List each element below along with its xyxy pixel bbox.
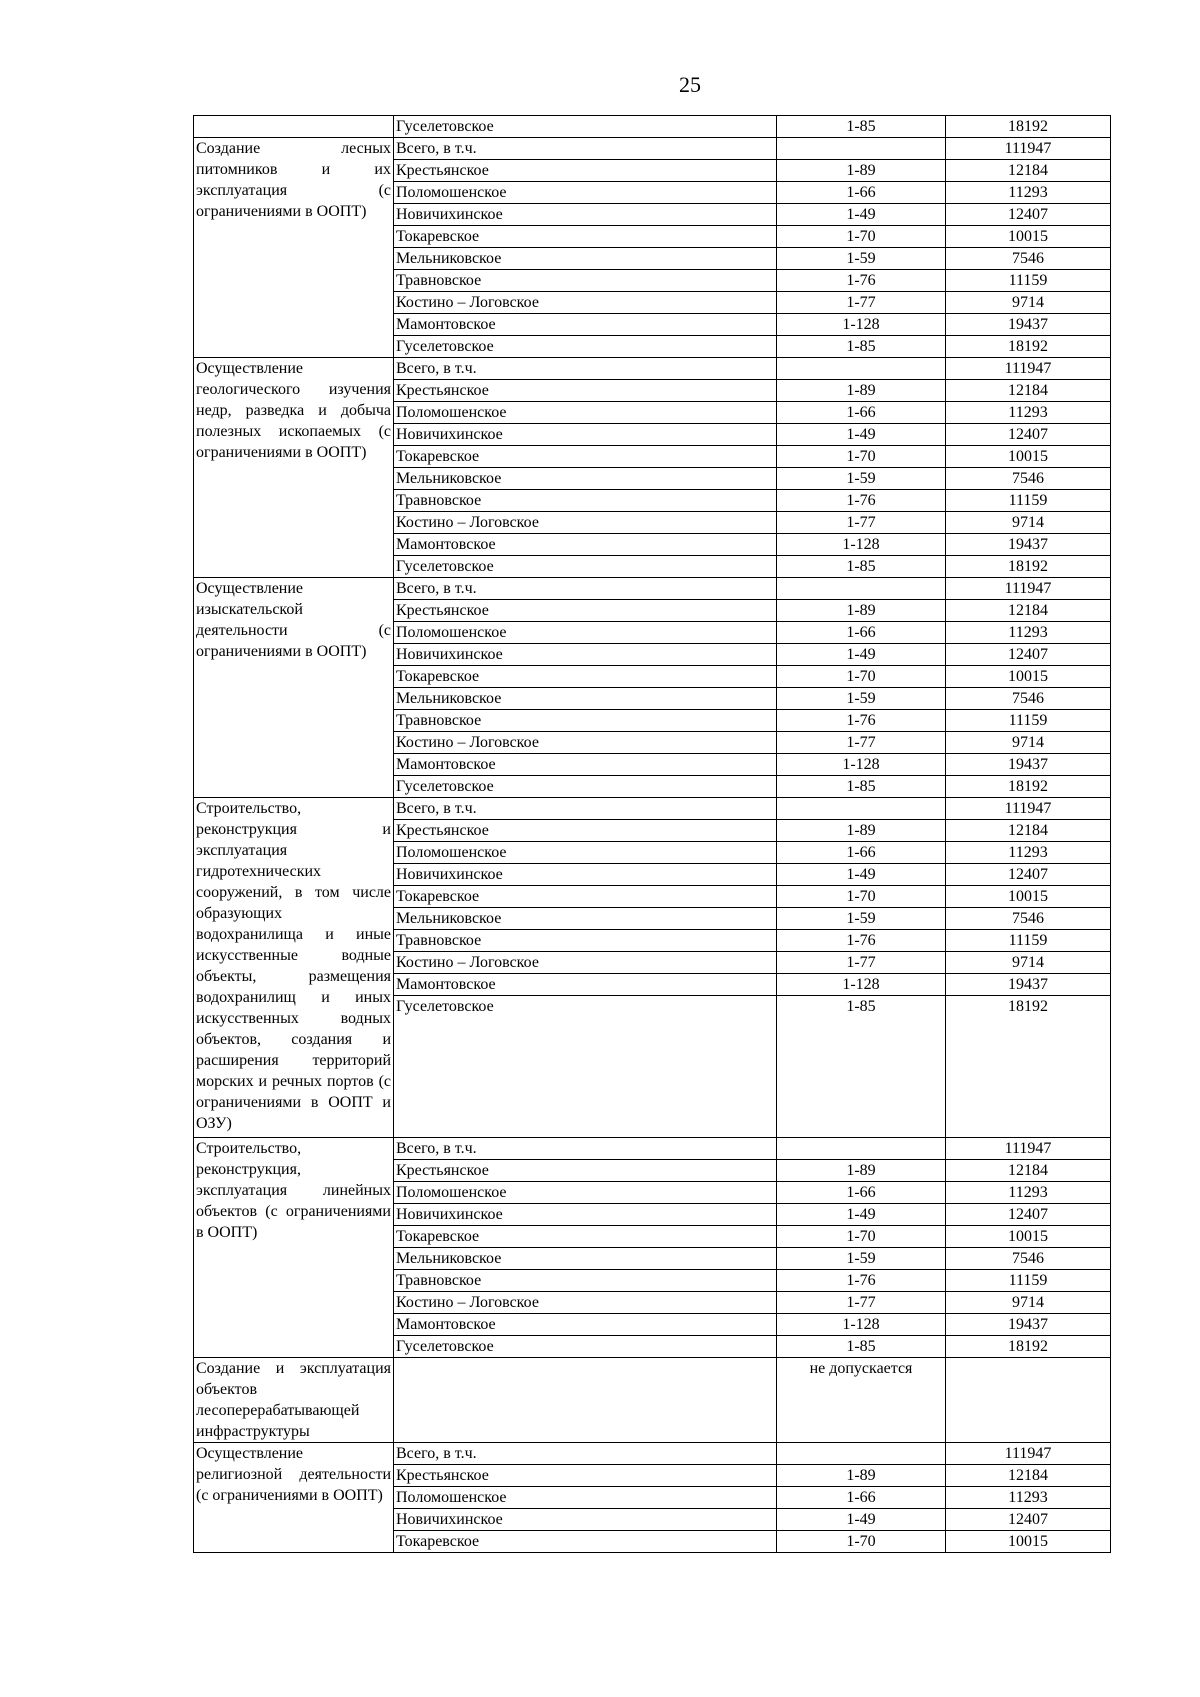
forestry-name-cell: Травновское	[394, 270, 777, 292]
area-cell: 10015	[946, 1226, 1111, 1248]
forestry-name-cell: Гуселетовское	[394, 116, 777, 138]
quarters-cell: 1-66	[777, 842, 946, 864]
quarters-cell: 1-70	[777, 886, 946, 908]
forestry-name-cell: Костино – Логовское	[394, 952, 777, 974]
forestry-name-cell: Токаревское	[394, 446, 777, 468]
area-cell: 7546	[946, 468, 1111, 490]
table-row	[194, 578, 1111, 600]
quarters-cell: 1-128	[777, 974, 946, 996]
quarters-cell: 1-128	[777, 314, 946, 336]
quarters-cell: 1-85	[777, 996, 946, 1138]
activity-type-cell: Создание и эксплуатация объектов лесоперерабатывающей инфраструктуры	[194, 1358, 394, 1443]
area-cell: 12184	[946, 1160, 1111, 1182]
quarters-cell: 1-66	[777, 622, 946, 644]
quarters-cell: 1-59	[777, 468, 946, 490]
forestry-name-cell: Травновское	[394, 930, 777, 952]
forestry-name-cell: Поломошенское	[394, 842, 777, 864]
forestry-name-cell: Новичихинское	[394, 424, 777, 446]
forestry-name-cell: Новичихинское	[394, 644, 777, 666]
table-row	[194, 1138, 1111, 1160]
area-cell: 18192	[946, 336, 1111, 358]
area-cell: 111947	[946, 1138, 1111, 1160]
area-cell: 7546	[946, 1248, 1111, 1270]
area-cell: 11293	[946, 622, 1111, 644]
forest-use-table	[193, 115, 1111, 1553]
forestry-name-cell: Мамонтовское	[394, 534, 777, 556]
forestry-name-cell: Мельниковское	[394, 248, 777, 270]
area-cell: 12184	[946, 600, 1111, 622]
area-cell: 19437	[946, 314, 1111, 336]
area-cell: 18192	[946, 556, 1111, 578]
quarters-cell: 1-77	[777, 952, 946, 974]
activity-type-cell: Осуществление изыскательской деятельности (с ограничениями в ООПТ)	[194, 578, 394, 798]
forestry-name-cell: Всего, в т.ч.	[394, 1443, 777, 1465]
area-cell: 7546	[946, 248, 1111, 270]
forestry-name-cell: Костино – Логовское	[394, 512, 777, 534]
quarters-cell: 1-70	[777, 446, 946, 468]
table-row	[194, 358, 1111, 380]
area-cell: 111947	[946, 1443, 1111, 1465]
area-cell: 12407	[946, 424, 1111, 446]
activity-type-cell: Осуществление религиозной деятельности (с ограничениями в ООПТ)	[194, 1443, 394, 1553]
table-row	[194, 1358, 1111, 1443]
quarters-cell: 1-77	[777, 1292, 946, 1314]
forestry-name-cell: Гуселетовское	[394, 1336, 777, 1358]
area-cell: 11159	[946, 270, 1111, 292]
table-row	[194, 1443, 1111, 1465]
quarters-cell	[777, 1138, 946, 1160]
forestry-name-cell: Новичихинское	[394, 1509, 777, 1531]
area-cell: 11159	[946, 490, 1111, 512]
area-cell: 10015	[946, 1531, 1111, 1553]
forestry-name-cell: Всего, в т.ч.	[394, 358, 777, 380]
forestry-name-cell: Мельниковское	[394, 468, 777, 490]
quarters-cell: 1-77	[777, 292, 946, 314]
forestry-name-cell: Костино – Логовское	[394, 292, 777, 314]
quarters-cell: 1-76	[777, 710, 946, 732]
activity-type-cell: Строительство, реконструкция, эксплуатация линейных объектов (с ограничениями в ООПТ)	[194, 1138, 394, 1358]
forestry-name-cell: Травновское	[394, 1270, 777, 1292]
forestry-name-cell: Всего, в т.ч.	[394, 578, 777, 600]
forestry-name-cell: Мамонтовское	[394, 754, 777, 776]
quarters-cell	[777, 578, 946, 600]
quarters-cell: 1-70	[777, 1226, 946, 1248]
forestry-name-cell: Мельниковское	[394, 1248, 777, 1270]
forestry-name-cell: Крестьянское	[394, 1160, 777, 1182]
quarters-cell: 1-70	[777, 666, 946, 688]
quarters-cell: 1-89	[777, 380, 946, 402]
area-cell: 111947	[946, 138, 1111, 160]
quarters-cell: 1-70	[777, 1531, 946, 1553]
forestry-name-cell: Крестьянское	[394, 820, 777, 842]
forestry-name-cell: Новичихинское	[394, 864, 777, 886]
quarters-cell: 1-70	[777, 226, 946, 248]
activity-type-cell	[194, 116, 394, 138]
forestry-name-cell: Мамонтовское	[394, 314, 777, 336]
quarters-cell: 1-49	[777, 644, 946, 666]
forestry-name-cell: Всего, в т.ч.	[394, 798, 777, 820]
area-cell: 19437	[946, 754, 1111, 776]
area-cell: 11159	[946, 710, 1111, 732]
quarters-cell	[777, 798, 946, 820]
quarters-cell: 1-59	[777, 248, 946, 270]
area-cell: 12407	[946, 1509, 1111, 1531]
quarters-cell: 1-89	[777, 820, 946, 842]
quarters-cell: 1-76	[777, 930, 946, 952]
area-cell: 9714	[946, 292, 1111, 314]
quarters-cell: 1-85	[777, 776, 946, 798]
forestry-name-cell: Костино – Логовское	[394, 732, 777, 754]
area-cell: 111947	[946, 578, 1111, 600]
forestry-name-cell: Новичихинское	[394, 204, 777, 226]
forestry-name-cell: Крестьянское	[394, 600, 777, 622]
quarters-cell: 1-89	[777, 1465, 946, 1487]
area-cell: 12407	[946, 1204, 1111, 1226]
forestry-name-cell: Мельниковское	[394, 688, 777, 710]
area-cell: 18192	[946, 776, 1111, 798]
quarters-cell: 1-49	[777, 204, 946, 226]
quarters-cell	[777, 358, 946, 380]
forestry-name-cell: Мельниковское	[394, 908, 777, 930]
activity-type-cell: Строительство, реконструкция и эксплуатация гидротехнических сооружений, в том числе образующих водохранилища и иные искусственные водные объекты, размещения водохранилищ и иных искусственных водных объектов, создания и расширения территорий морских и речных портов (с ограничениями в ООПТ и ОЗУ)	[194, 798, 394, 1138]
activity-type-cell: Создание лесных питомников и их эксплуатация (с ограничениями в ООПТ)	[194, 138, 394, 358]
quarters-cell: 1-89	[777, 160, 946, 182]
quarters-cell: 1-76	[777, 270, 946, 292]
forestry-name-cell: Гуселетовское	[394, 996, 777, 1138]
area-cell: 10015	[946, 666, 1111, 688]
quarters-cell: 1-66	[777, 1182, 946, 1204]
area-cell: 9714	[946, 512, 1111, 534]
forestry-name-cell: Крестьянское	[394, 380, 777, 402]
area-cell: 11159	[946, 930, 1111, 952]
forestry-name-cell: Токаревское	[394, 666, 777, 688]
area-cell: 12184	[946, 820, 1111, 842]
forestry-name-cell: Травновское	[394, 710, 777, 732]
quarters-cell: 1-49	[777, 864, 946, 886]
quarters-cell: 1-85	[777, 336, 946, 358]
area-cell: 11293	[946, 842, 1111, 864]
forestry-name-cell: Новичихинское	[394, 1204, 777, 1226]
forestry-name-cell: Мамонтовское	[394, 1314, 777, 1336]
area-cell: 18192	[946, 116, 1111, 138]
quarters-cell: 1-89	[777, 600, 946, 622]
quarters-cell: 1-49	[777, 424, 946, 446]
forestry-name-cell: Крестьянское	[394, 1465, 777, 1487]
area-cell: 10015	[946, 446, 1111, 468]
area-cell: 12184	[946, 160, 1111, 182]
area-cell: 12407	[946, 864, 1111, 886]
quarters-cell: не допускается	[777, 1358, 946, 1443]
quarters-cell: 1-76	[777, 490, 946, 512]
area-cell: 11293	[946, 1182, 1111, 1204]
area-cell: 18192	[946, 996, 1111, 1138]
forestry-name-cell: Токаревское	[394, 226, 777, 248]
forestry-name-cell: Поломошенское	[394, 182, 777, 204]
forestry-name-cell	[394, 1358, 777, 1443]
forestry-name-cell: Всего, в т.ч.	[394, 1138, 777, 1160]
area-cell: 11293	[946, 1487, 1111, 1509]
quarters-cell: 1-59	[777, 908, 946, 930]
quarters-cell: 1-85	[777, 1336, 946, 1358]
quarters-cell: 1-128	[777, 754, 946, 776]
area-cell: 11293	[946, 182, 1111, 204]
forestry-name-cell: Поломошенское	[394, 622, 777, 644]
table-row	[194, 798, 1111, 820]
forestry-name-cell: Крестьянское	[394, 160, 777, 182]
activity-type-cell: Осуществление геологического изучения недр, разведка и добыча полезных ископаемых (с ограничениями в ООПТ)	[194, 358, 394, 578]
quarters-cell: 1-77	[777, 732, 946, 754]
area-cell: 19437	[946, 974, 1111, 996]
forestry-name-cell: Токаревское	[394, 1531, 777, 1553]
area-cell: 12407	[946, 644, 1111, 666]
quarters-cell: 1-128	[777, 1314, 946, 1336]
forestry-name-cell: Гуселетовское	[394, 556, 777, 578]
quarters-cell: 1-66	[777, 182, 946, 204]
forestry-name-cell: Поломошенское	[394, 402, 777, 424]
quarters-cell: 1-66	[777, 1487, 946, 1509]
area-cell: 7546	[946, 688, 1111, 710]
forestry-name-cell: Костино – Логовское	[394, 1292, 777, 1314]
forestry-name-cell: Гуселетовское	[394, 336, 777, 358]
page-number: 25	[679, 72, 701, 97]
area-cell: 12407	[946, 204, 1111, 226]
forestry-name-cell: Гуселетовское	[394, 776, 777, 798]
quarters-cell: 1-59	[777, 1248, 946, 1270]
area-cell: 9714	[946, 952, 1111, 974]
forestry-name-cell: Поломошенское	[394, 1487, 777, 1509]
area-cell: 111947	[946, 358, 1111, 380]
quarters-cell: 1-128	[777, 534, 946, 556]
area-cell: 19437	[946, 1314, 1111, 1336]
area-cell: 12184	[946, 1465, 1111, 1487]
table-row	[194, 116, 1111, 138]
area-cell	[946, 1358, 1111, 1443]
forestry-name-cell: Всего, в т.ч.	[394, 138, 777, 160]
area-cell: 7546	[946, 908, 1111, 930]
area-cell: 9714	[946, 1292, 1111, 1314]
area-cell: 11293	[946, 402, 1111, 424]
quarters-cell: 1-85	[777, 116, 946, 138]
area-cell: 18192	[946, 1336, 1111, 1358]
forestry-name-cell: Токаревское	[394, 886, 777, 908]
table-row	[194, 138, 1111, 160]
quarters-cell	[777, 1443, 946, 1465]
area-cell: 11159	[946, 1270, 1111, 1292]
area-cell: 10015	[946, 226, 1111, 248]
forestry-name-cell: Мамонтовское	[394, 974, 777, 996]
quarters-cell: 1-49	[777, 1509, 946, 1531]
quarters-cell: 1-76	[777, 1270, 946, 1292]
area-cell: 111947	[946, 798, 1111, 820]
area-cell: 19437	[946, 534, 1111, 556]
forestry-name-cell: Травновское	[394, 490, 777, 512]
quarters-cell: 1-66	[777, 402, 946, 424]
forestry-name-cell: Поломошенское	[394, 1182, 777, 1204]
quarters-cell	[777, 138, 946, 160]
quarters-cell: 1-59	[777, 688, 946, 710]
forestry-name-cell: Токаревское	[394, 1226, 777, 1248]
quarters-cell: 1-77	[777, 512, 946, 534]
quarters-cell: 1-49	[777, 1204, 946, 1226]
area-cell: 12184	[946, 380, 1111, 402]
quarters-cell: 1-89	[777, 1160, 946, 1182]
quarters-cell: 1-85	[777, 556, 946, 578]
area-cell: 9714	[946, 732, 1111, 754]
area-cell: 10015	[946, 886, 1111, 908]
